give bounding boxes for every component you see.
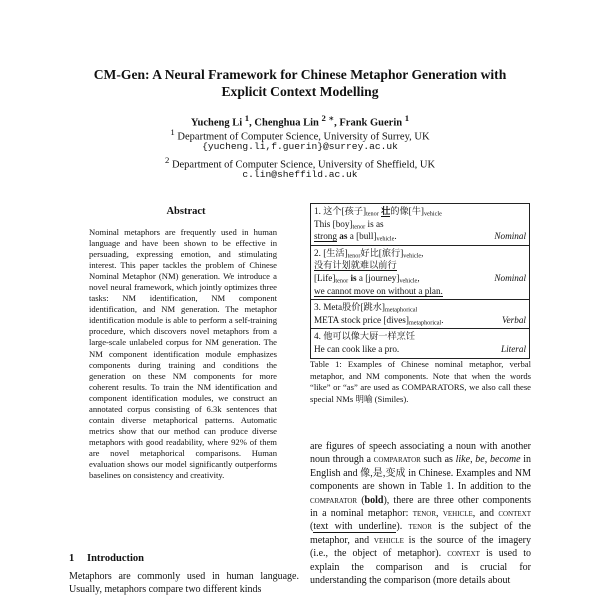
paper-title	[40, 66, 560, 100]
underlined-text: text with underline	[313, 521, 397, 533]
metaphor-type-label: Literal	[500, 343, 526, 354]
author-marks: 2 ∗	[321, 113, 335, 123]
text-run: ,	[470, 454, 476, 466]
role-subscript: metaphorical	[408, 319, 442, 327]
table-row	[311, 245, 530, 299]
example-word: be	[475, 454, 485, 466]
author-name: Yucheng Li	[190, 117, 243, 129]
section-number: 1	[69, 553, 75, 564]
text-run: is the source of the imagery (i.e., the object of metaphor).	[310, 534, 531, 560]
example-word: become	[489, 454, 521, 466]
metaphor-type-label: Nominal	[494, 231, 526, 242]
role-subscript: vehicle	[423, 210, 442, 218]
table-row	[311, 300, 530, 329]
en-text: [Life]	[314, 272, 336, 283]
affiliation-text: Department of Computer Science, University of Surrey, UK	[177, 131, 430, 143]
paper-title-line-1: CM-Gen: A Neural Framework for Chinese Metaphor Generation with	[93, 67, 507, 82]
text-run: ).	[396, 521, 409, 533]
author-name: Frank Guerin	[339, 117, 403, 129]
en-comparator: is	[348, 272, 359, 283]
example-word: like	[455, 454, 471, 466]
zh-text: ,	[421, 247, 424, 258]
text-run: , and	[472, 508, 499, 520]
term-tenor: tenor	[412, 508, 437, 520]
en-text: META stock price [dives]	[314, 314, 409, 325]
metaphor-type-label: Verbal	[502, 314, 526, 325]
role-subscript: tenor	[352, 223, 366, 231]
table-caption: Table 1: Examples of Chinese nominal metaphor, verbal metaphor, and NM components. Note that when the words “like” or “as” are used as COMPARATORS, we also call these special NMs 明喻 (Similes).	[310, 359, 531, 404]
role-subscript: vehicle	[399, 277, 418, 285]
en-text: is as	[365, 218, 384, 229]
examples-table	[310, 203, 530, 359]
en-comparator: as	[336, 231, 350, 242]
author-name: Chenghua Lin	[254, 117, 319, 129]
term-vehicle: vehicle	[373, 534, 404, 546]
text-run: is the subject of the metaphor, and	[310, 521, 531, 546]
affiliation-mark: 1	[170, 127, 175, 137]
term-context: context	[447, 548, 480, 560]
text-run: such as	[420, 454, 456, 466]
affiliation-1-email: {yucheng.li,f.guerin}@surrey.ac.uk	[202, 141, 398, 152]
text-run: (	[357, 494, 365, 506]
introduction-body	[69, 570, 299, 597]
author-list: Yucheng Li $^1$, Chenghua Lin $^{2 ∗}$, Frank Guerin $^1$	[190, 113, 410, 129]
role-subscript: metaphorical	[384, 306, 418, 314]
text-run: (	[310, 521, 314, 533]
abstract-body	[89, 227, 277, 481]
zh-comparator-context: 壮	[381, 206, 391, 216]
text-run: are figures of speech associating a noun with another noun through a	[310, 441, 531, 466]
en-context: we cannot move on without a plan.	[314, 285, 443, 296]
paragraph	[310, 440, 531, 587]
term-comparator: comparator	[310, 494, 358, 506]
en-text: a [journey]	[358, 272, 400, 283]
en-text: ,	[417, 272, 420, 283]
abstract-text: Nominal metaphors are frequently used in human language and have been shown to be effective in persuading, expressing emotion, and stimulating interest. This paper tackles the problem of Chinese Nominal Metaphor (NM) generation. We introduce a novel neural framework, which jointly optimizes three tasks: NM identification, NM component identification, and NM generation. The metaphor identification module is able to perform a self-training procedure, which discovers novel metaphors from a large-scale unlabeled corpus for NM generation. The NM component identification module emphasizes components during training and conditions the generation on these NM components for more coherent results. To train the NM identification and component identification modules, we construct an annotated corpus consisting of 6.3k sentences that contain diverse metaphorical patterns. Automatic metrics show that our method can produce diverse metaphors with good readability, where 92% of them are novel metaphorical comparisons. Human evaluation shows our model significantly outperforms baselines on consistency and creativity.	[89, 227, 277, 481]
section-heading-introduction	[69, 553, 144, 564]
text-run: ), there are three other components in a nominal metaphor:	[310, 494, 531, 520]
text-run: ,	[436, 508, 443, 520]
zh-context: 没有计划就难以前行	[314, 260, 397, 271]
text-run: is used to explain the comparison and is crucial for understanding the comparison (more details about	[310, 548, 531, 587]
text-run: ,	[484, 454, 490, 466]
en-text: He can cook like a pro.	[314, 343, 400, 354]
affiliation-mark: 2	[164, 155, 170, 165]
zh-text: 3. Meta股价[跳水]	[314, 302, 385, 313]
en-text: .	[394, 231, 397, 242]
zh-text: 4. 他可以像大厨一样烹饪	[314, 331, 416, 342]
paper-title-line-2: Explicit Context Modelling	[221, 84, 379, 99]
table-row	[311, 204, 530, 246]
introduction-text: Metaphors are commonly used in human language. Usually, metaphors compare two different kinds	[69, 571, 299, 596]
text-run: in English and 像,是,变成 in Chinese. Examples and NM components are shown in Table 1. In addition to the	[310, 454, 532, 493]
role-subscript: tenor	[347, 252, 361, 260]
term-vehicle: vehicle	[442, 508, 473, 520]
zh-text: 的像[牛]	[390, 206, 424, 216]
affiliation-text: Department of Computer Science, University of Sheffield, UK	[171, 159, 436, 171]
author-marks: 1	[404, 113, 410, 123]
affiliation-2-email: c.lin@sheffild.ac.uk	[242, 169, 358, 180]
term-comparator: comparator	[373, 454, 421, 466]
section-title: Introduction	[87, 553, 144, 564]
author-marks: 1	[244, 113, 250, 123]
role-subscript: vehicle	[403, 252, 422, 260]
zh-text: 好比[旅行]	[360, 247, 404, 258]
bold-word: bold	[364, 494, 384, 506]
zh-text: 2. [生活]	[314, 247, 348, 258]
zh-text: 1. 这个[孩子]	[314, 206, 367, 216]
right-column-body	[310, 440, 531, 587]
table-row	[311, 329, 530, 358]
en-text: .	[441, 314, 444, 325]
en-text: This [boy]	[314, 218, 353, 229]
en-context: strong	[314, 231, 337, 242]
metaphor-type-label: Nominal	[494, 272, 526, 283]
role-subscript: tenor	[335, 277, 349, 285]
role-subscript: tenor	[366, 210, 379, 218]
term-tenor: tenor	[408, 521, 432, 533]
abstract-heading: Abstract	[166, 206, 206, 217]
en-text: a [bull]	[349, 231, 377, 242]
term-context: context	[498, 508, 531, 520]
role-subscript: vehicle	[376, 235, 395, 243]
